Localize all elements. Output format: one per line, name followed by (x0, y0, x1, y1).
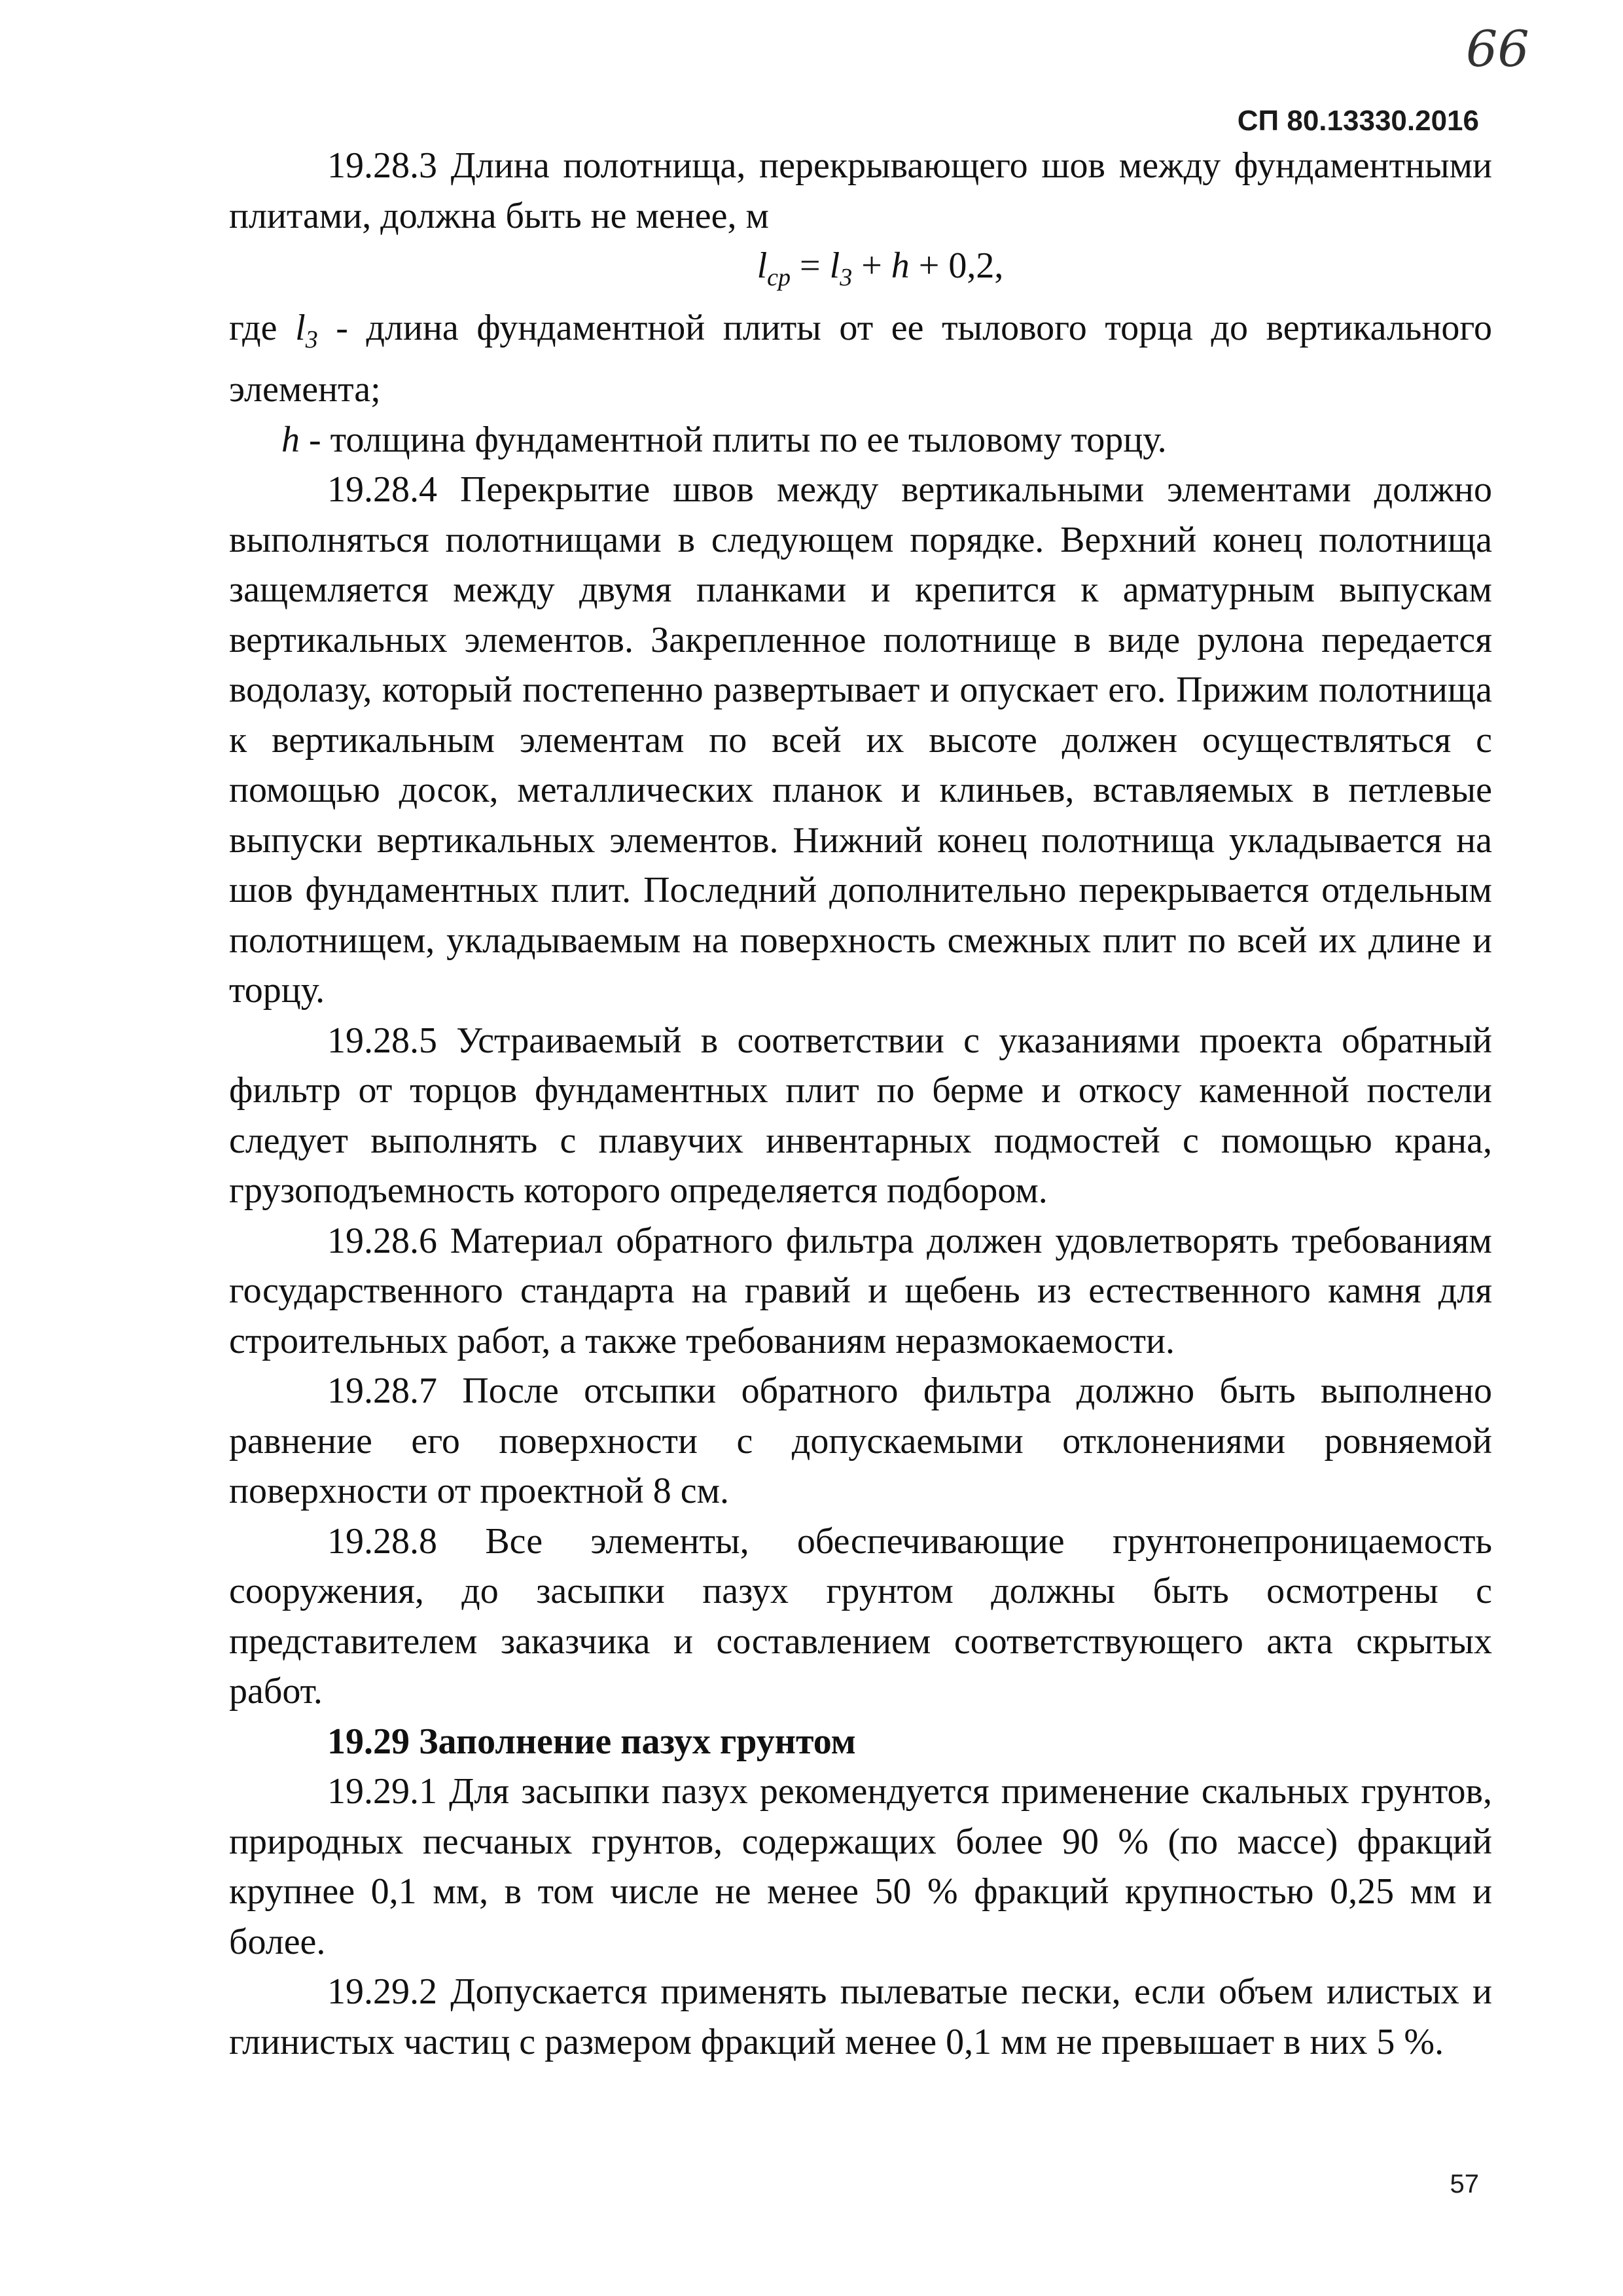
paragraph-19-29-2: 19.29.2 Допускается применять пылеватые пески, если объем илистых и глинистых частиц с размером фракций менее 0,1 мм не превышает в них 5 %. (229, 1971, 1492, 2062)
paragraph-19-28-6: 19.28.6 Материал обратного фильтра должен удовлетворять требованиям государственного стандарта на гравий и щебень из естественного камня для строительных работ, а также требованиям неразмокаемости. (229, 1220, 1492, 1361)
formula-h: h (891, 245, 910, 286)
formula-lhs: $l_{ср}$ (757, 245, 791, 292)
section-heading-19-29: 19.29 Заполнение пазух грунтом (327, 1721, 856, 1762)
paragraph-19-28-5: 19.28.5 Устраиваемый в соответствии с указаниями проекта обратный фильтр от торцов фундаментных плит по берме и откосу каменной постели следует выполнять с плавучих инвентарных подмостей с помощью крана, грузоподъемность которого определяется подбором. (229, 1020, 1492, 1211)
page-number: 57 (1450, 2170, 1479, 2198)
formula: $l_{ср} = l_3 + h + 0,2$, (757, 245, 1004, 292)
paragraph-19-29-1: 19.29.1 Для засыпки пазух рекомендуется применение скальных грунтов, природных песчаных грунтов, содержащих более 90 % (по массе) фракций крупнее 0,1 мм, в том числе не менее 50 % фракций крупностью 0,25 мм и более. (229, 1771, 1492, 1962)
paragraph-19-28-7: 19.28.7 После отсыпки обратного фильтра должно быть выполнено равнение его поверхности с допускаемыми отклонениями ровняемой поверхности от проектной 8 см. (229, 1371, 1492, 1512)
document-code: СП 80.13330.2016 (1237, 105, 1479, 137)
handwritten-sheet-number: 66 (1466, 20, 1529, 78)
document-body (229, 141, 1492, 2067)
paragraph-19-28-8: 19.28.8 Все элементы, обеспечивающие грунтонепроницаемость сооружения, до засыпки пазух грунтом должны быть осмотрены с представителем заказчика и составлением соответствующего акта скрытых работ. (229, 1520, 1492, 1712)
definition-h: h - толщина фундаментной плиты по ее тыловому торцу. (281, 419, 1167, 460)
paragraph-19-28-3: 19.28.3 Длина полотнища, перекрывающего шов между фундаментными плитами, должна быть не менее, м (229, 145, 1492, 236)
formula-l3: $l_3$ (829, 245, 853, 292)
definition-l3: где $l_3$ - длина фундаментной плиты от ее тылового торца до вертикального элемента; (229, 307, 1492, 410)
paragraph-19-28-4: 19.28.4 Перекрытие швов между вертикальными элементами должно выполняться полотнищами в следующем порядке. Верхний конец полотнища защемляется между двумя планками и крепится к арматурным выпускам вертикальных элементов. Закрепленное полотнище в виде рулона передается водолазу, который постепенно развертывает и опускает его. Прижим полотнища к вертикальным элементам по всей их высоте должен осуществляться с помощью досок, металлических планок и клиньев, вставляемых в петлевые выпуски вертикальных элементов. Нижний конец полотнища укладывается на шов фундаментных плит. Последний дополнительно перекрывается отдельным полотнищем, укладываемым на поверхность смежных плит по всей их длине и торцу. (229, 469, 1492, 1011)
